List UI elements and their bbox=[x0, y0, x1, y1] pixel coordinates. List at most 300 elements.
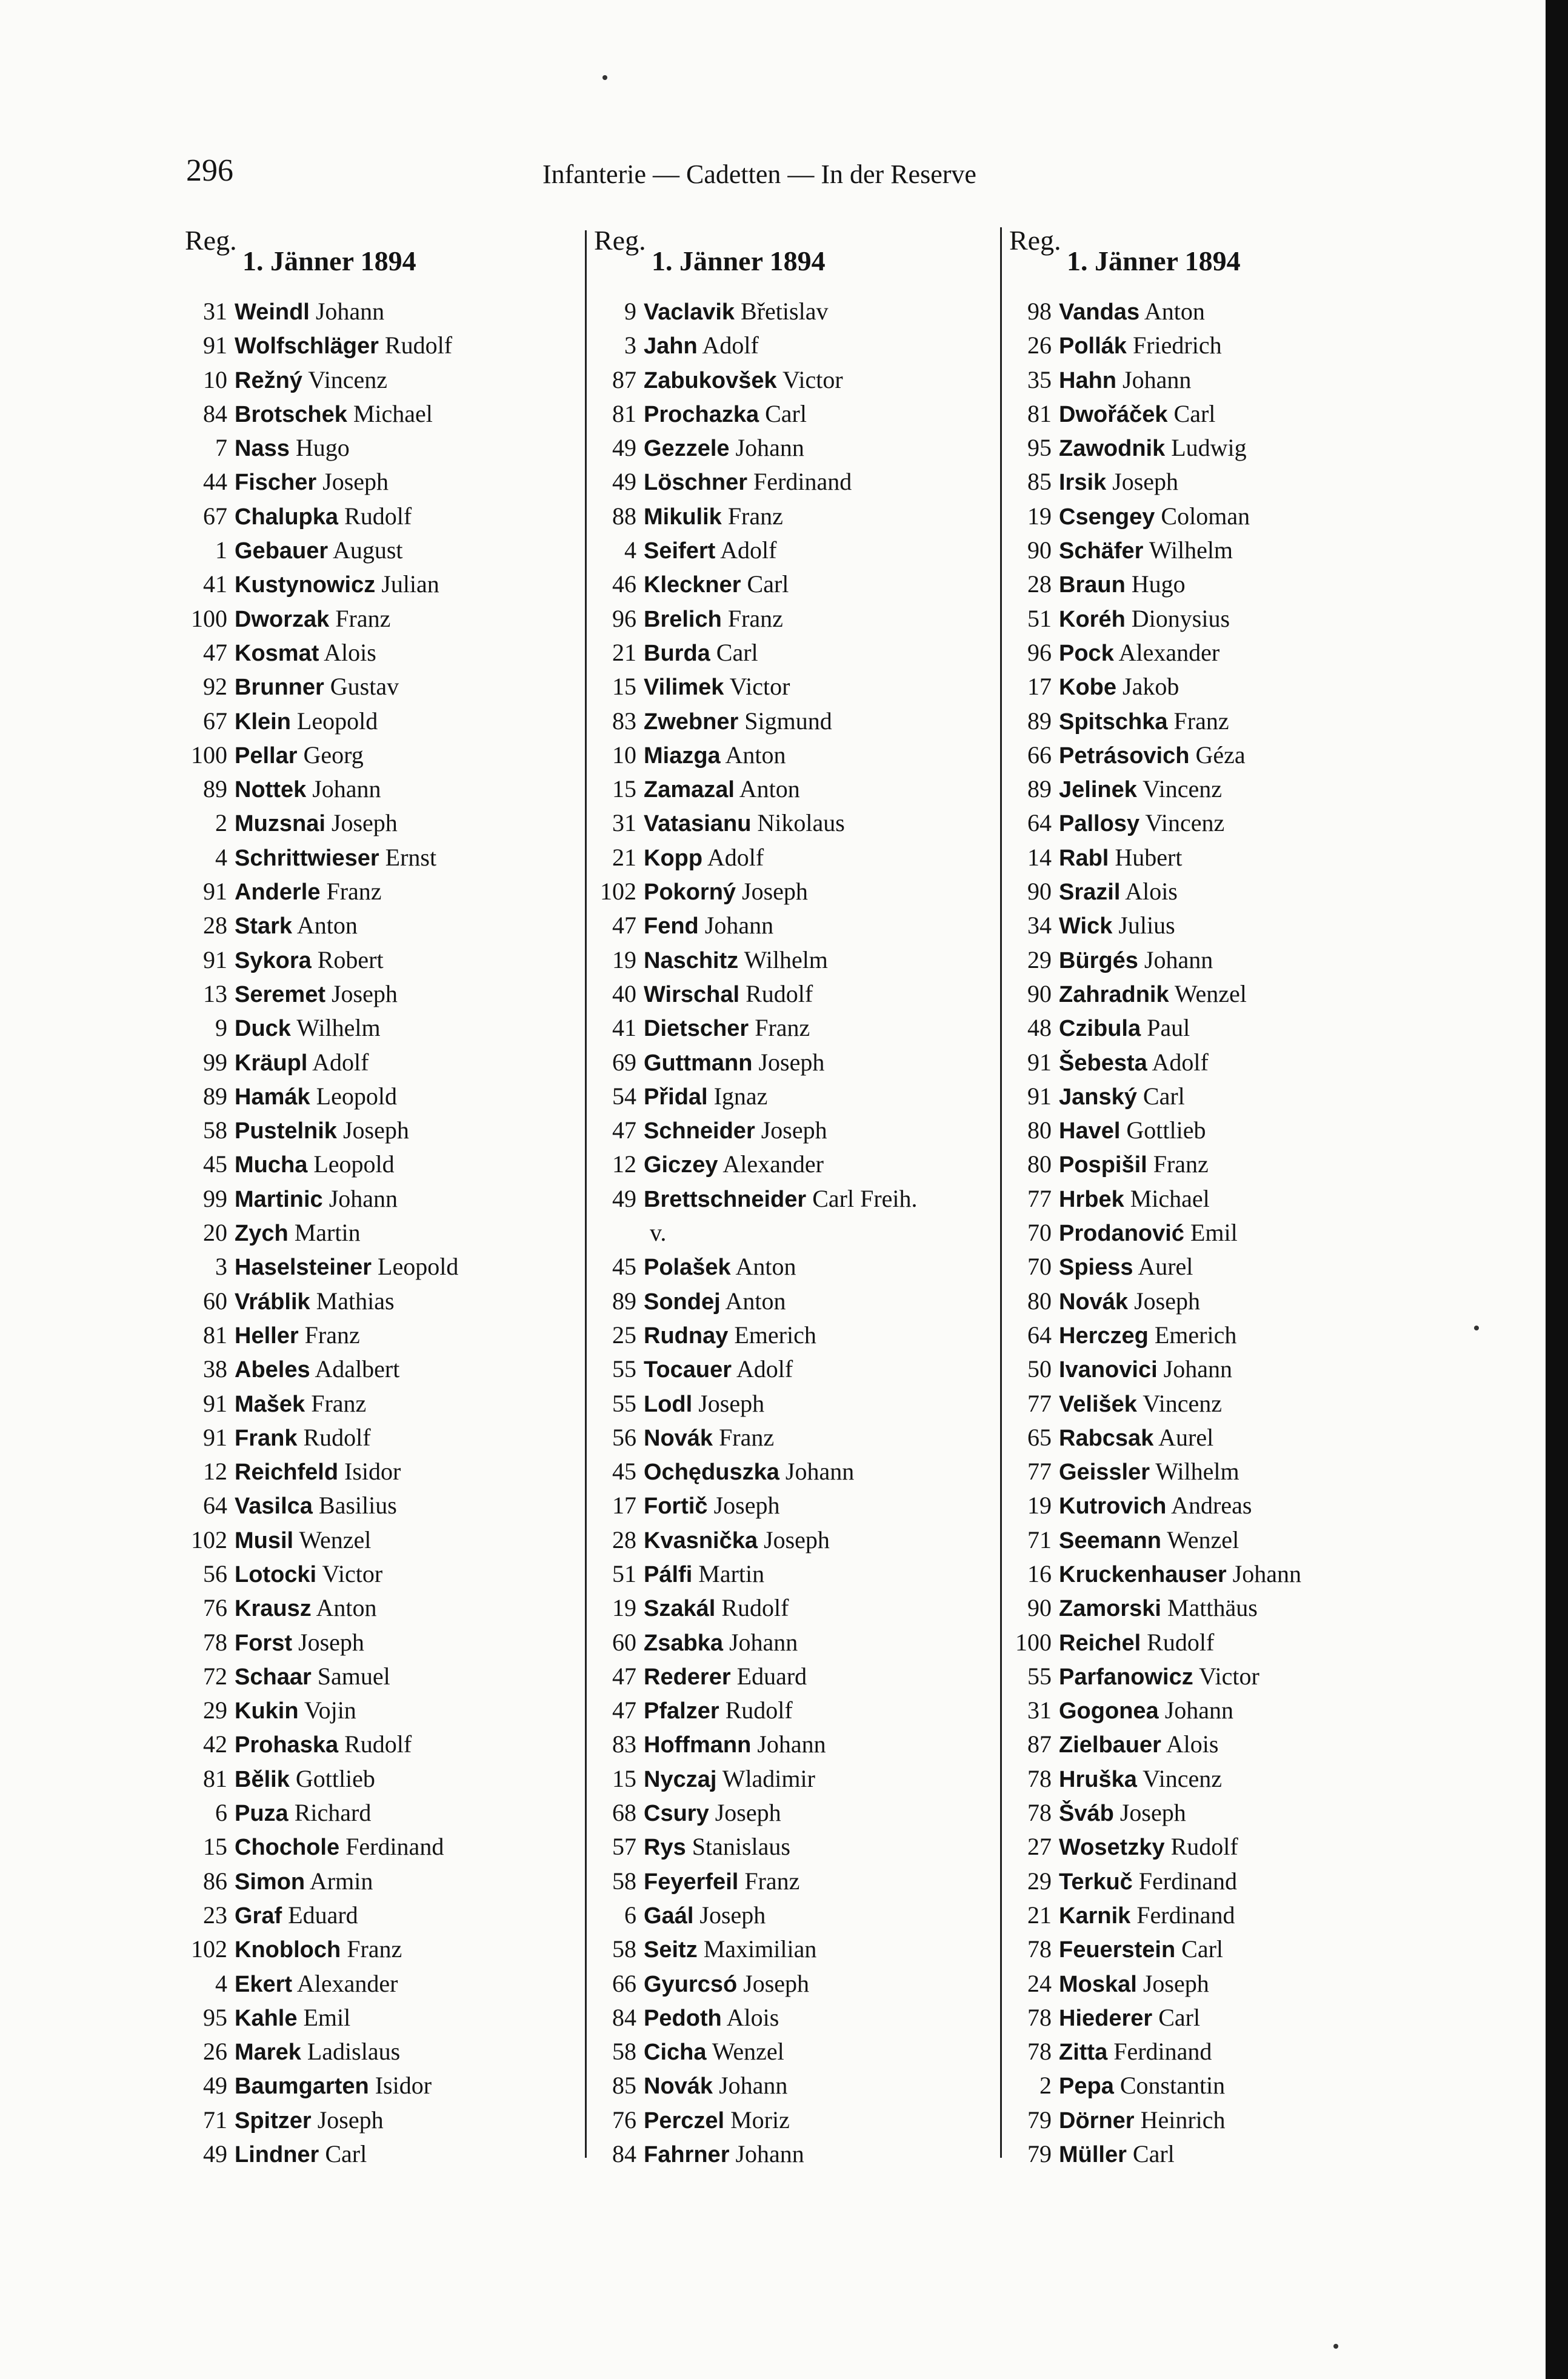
given-name: Joseph bbox=[1134, 1287, 1200, 1315]
surname: Seifert bbox=[644, 538, 716, 564]
surname: Duck bbox=[235, 1016, 291, 1042]
given-name: Adolf bbox=[720, 536, 777, 564]
given-name: Richard bbox=[294, 1799, 372, 1827]
list-item bbox=[1003, 602, 1301, 636]
surname: Pepa bbox=[1059, 2074, 1114, 2100]
surname: Guttmann bbox=[644, 1050, 753, 1076]
regiment-number: 45 bbox=[612, 1458, 636, 1486]
regiment-number: 45 bbox=[612, 1253, 636, 1281]
given-name: Joseph bbox=[699, 1901, 766, 1929]
given-name: Ferdinand bbox=[753, 468, 852, 496]
regiment-number: 89 bbox=[612, 1287, 636, 1315]
list-item bbox=[179, 772, 458, 806]
list-item bbox=[1003, 1523, 1301, 1557]
list-item bbox=[588, 1046, 918, 1079]
surname: Hrbek bbox=[1059, 1186, 1124, 1212]
column-divider bbox=[1000, 227, 1002, 2158]
given-name: Franz bbox=[1173, 707, 1229, 735]
given-name: Johann bbox=[1144, 946, 1213, 973]
list-item bbox=[588, 1216, 918, 1250]
surname: Rudnay bbox=[644, 1323, 729, 1349]
regiment-number: 12 bbox=[203, 1458, 227, 1486]
entry-list bbox=[1003, 295, 1301, 2171]
surname: Mucha bbox=[235, 1152, 308, 1178]
surname: Simon bbox=[235, 1869, 305, 1895]
given-name: Anton bbox=[739, 775, 800, 803]
list-item bbox=[1003, 397, 1301, 431]
list-item bbox=[1003, 1113, 1301, 1147]
regiment-number: 47 bbox=[612, 912, 636, 939]
given-name: Wilhelm bbox=[296, 1014, 381, 1042]
regiment-number: 41 bbox=[612, 1014, 636, 1042]
given-name: Alexander bbox=[296, 1969, 398, 1997]
list-item bbox=[1003, 1046, 1301, 1079]
regiment-number: 91 bbox=[203, 1423, 227, 1451]
given-name: Ladislaus bbox=[307, 2038, 401, 2066]
surname: Giczey bbox=[644, 1152, 718, 1178]
list-item bbox=[588, 602, 918, 636]
list-item bbox=[179, 806, 458, 840]
list-item bbox=[179, 465, 458, 499]
list-item bbox=[1003, 2001, 1301, 2035]
regiment-number: 19 bbox=[612, 946, 636, 973]
list-item bbox=[588, 295, 918, 329]
given-name: Martin bbox=[294, 1219, 361, 1247]
given-name: Franz bbox=[727, 604, 783, 632]
given-name: Emil bbox=[303, 2003, 351, 2031]
list-item bbox=[588, 2137, 918, 2171]
list-item bbox=[1003, 1727, 1301, 1761]
regiment-number: 15 bbox=[612, 1764, 636, 1792]
regiment-number: 20 bbox=[203, 1219, 227, 1247]
regiment-number: 58 bbox=[203, 1116, 227, 1144]
given-name: Rudolf bbox=[344, 1730, 412, 1758]
surname: Zwebner bbox=[644, 709, 739, 735]
surname: Bürgés bbox=[1059, 947, 1138, 973]
surname: Braun bbox=[1059, 572, 1126, 598]
given-name: Emerich bbox=[734, 1321, 816, 1349]
regiment-number: 49 bbox=[203, 2140, 227, 2168]
surname: Pedoth bbox=[644, 2005, 722, 2031]
list-item bbox=[1003, 295, 1301, 329]
given-name: Adolf bbox=[702, 332, 759, 359]
regiment-number: 47 bbox=[612, 1697, 636, 1724]
surname: Kutrovich bbox=[1059, 1493, 1167, 1520]
list-item bbox=[179, 1932, 458, 1966]
list-item bbox=[1003, 329, 1301, 362]
surname: Czibula bbox=[1059, 1016, 1141, 1042]
surname: Vandas bbox=[1059, 299, 1140, 325]
list-item bbox=[588, 1318, 918, 1352]
list-item bbox=[588, 670, 918, 704]
regiment-number: 89 bbox=[1027, 707, 1052, 735]
surname: Kopp bbox=[644, 845, 703, 871]
surname: Fischer bbox=[235, 470, 317, 496]
list-item bbox=[179, 704, 458, 738]
given-name: Rudolf bbox=[303, 1423, 371, 1451]
regiment-number: 19 bbox=[1027, 1492, 1052, 1520]
regiment-number: 16 bbox=[1027, 1560, 1052, 1587]
given-name: Johann bbox=[1123, 365, 1192, 393]
list-item bbox=[588, 1727, 918, 1761]
regiment-number: 21 bbox=[1027, 1901, 1052, 1929]
surname: Wick bbox=[1059, 913, 1113, 939]
regiment-number: 85 bbox=[1027, 468, 1052, 496]
list-item bbox=[1003, 1250, 1301, 1284]
regiment-number: 58 bbox=[612, 1935, 636, 1963]
list-item bbox=[179, 1113, 458, 1147]
surname: Brotschek bbox=[235, 401, 347, 427]
surname: Nyczaj bbox=[644, 1766, 717, 1792]
surname: Lindner bbox=[235, 2142, 319, 2168]
given-name: Leopold bbox=[296, 707, 378, 735]
regiment-number: 40 bbox=[612, 979, 636, 1007]
regiment-number: 77 bbox=[1027, 1458, 1052, 1486]
surname: Šebesta bbox=[1059, 1050, 1147, 1076]
regiment-number: 35 bbox=[1027, 365, 1052, 393]
surname: Vráblik bbox=[235, 1289, 310, 1315]
scan-edge bbox=[1546, 0, 1568, 2379]
list-item bbox=[179, 1489, 458, 1523]
list-item bbox=[1003, 1591, 1301, 1625]
regiment-number: 79 bbox=[1027, 2106, 1052, 2134]
list-item bbox=[588, 567, 918, 601]
given-name: Nikolaus bbox=[757, 809, 845, 837]
surname: Janský bbox=[1059, 1084, 1137, 1110]
date-heading: 1. Jänner 1894 bbox=[652, 245, 826, 276]
surname: Puza bbox=[235, 1801, 289, 1827]
regiment-number: 100 bbox=[191, 604, 227, 632]
list-item bbox=[588, 1147, 918, 1181]
surname: Spitschka bbox=[1059, 709, 1168, 735]
regiment-number: 29 bbox=[1027, 1867, 1052, 1895]
surname: Zielbauer bbox=[1059, 1732, 1161, 1758]
surname: Feyerfeil bbox=[644, 1869, 739, 1895]
reg-label: Reg. bbox=[1009, 225, 1061, 256]
surname: Přidal bbox=[644, 1084, 708, 1110]
surname: Pock bbox=[1059, 640, 1114, 666]
list-item bbox=[179, 2035, 458, 2069]
list-item bbox=[179, 1011, 458, 1045]
given-name: Alexander bbox=[722, 1150, 824, 1178]
regiment-number: 19 bbox=[612, 1594, 636, 1622]
list-item bbox=[1003, 943, 1301, 977]
regiment-number: 69 bbox=[612, 1048, 636, 1076]
given-name: Franz bbox=[347, 1935, 402, 1963]
regiment-number: 15 bbox=[612, 673, 636, 701]
list-item bbox=[1003, 1455, 1301, 1489]
given-name: Joseph bbox=[743, 1969, 810, 1997]
list-item bbox=[588, 533, 918, 567]
regiment-number: 78 bbox=[203, 1628, 227, 1656]
regiment-number: 48 bbox=[1027, 1014, 1052, 1042]
list-item bbox=[588, 977, 918, 1011]
regiment-number: 78 bbox=[1027, 2003, 1052, 2031]
given-name: Hugo bbox=[1131, 570, 1186, 598]
list-item bbox=[588, 1864, 918, 1898]
given-name: Johann bbox=[729, 1628, 798, 1656]
surname: Pfalzer bbox=[644, 1698, 719, 1724]
given-name: Adalbert bbox=[315, 1355, 400, 1383]
regiment-number: 102 bbox=[600, 878, 636, 906]
given-name: Rudolf bbox=[384, 332, 453, 359]
list-item bbox=[179, 1284, 458, 1318]
given-name: Johann bbox=[704, 912, 774, 939]
surname: Sondej bbox=[644, 1289, 721, 1315]
given-name: Jakob bbox=[1123, 673, 1179, 701]
regiment-number: 12 bbox=[612, 1150, 636, 1178]
regiment-number: 7 bbox=[215, 434, 227, 462]
list-item bbox=[179, 1216, 458, 1250]
given-name: Carl bbox=[1132, 2140, 1175, 2168]
regiment-number: 95 bbox=[203, 2003, 227, 2031]
given-name: Johann bbox=[735, 434, 804, 462]
surname: Hiederer bbox=[1059, 2005, 1153, 2031]
surname: Martinic bbox=[235, 1186, 323, 1212]
surname: Dwořáček bbox=[1059, 401, 1168, 427]
regiment-number: 80 bbox=[1027, 1150, 1052, 1178]
list-item bbox=[1003, 465, 1301, 499]
regiment-number: 4 bbox=[215, 1969, 227, 1997]
regiment-number: 99 bbox=[203, 1184, 227, 1212]
given-name: Friedrich bbox=[1132, 332, 1222, 359]
list-item bbox=[588, 397, 918, 431]
surname: Režný bbox=[235, 367, 302, 393]
speck bbox=[1474, 1326, 1479, 1330]
surname: Kobe bbox=[1059, 675, 1116, 701]
regiment-number: 6 bbox=[215, 1799, 227, 1827]
list-item bbox=[179, 1352, 458, 1386]
surname: Pokorný bbox=[644, 879, 736, 906]
list-item bbox=[1003, 1216, 1301, 1250]
surname: Feuerstein bbox=[1059, 1937, 1176, 1963]
list-item bbox=[588, 1796, 918, 1830]
given-name: Carl bbox=[765, 399, 807, 427]
given-name: Dionysius bbox=[1131, 604, 1230, 632]
surname: Hahn bbox=[1059, 367, 1116, 393]
list-item bbox=[179, 841, 458, 875]
surname: Szakál bbox=[644, 1596, 716, 1622]
list-item bbox=[588, 1967, 918, 2001]
surname: Ivanovici bbox=[1059, 1357, 1158, 1383]
regiment-number: 9 bbox=[215, 1014, 227, 1042]
regiment-number: 29 bbox=[203, 1697, 227, 1724]
regiment-number: 91 bbox=[1027, 1048, 1052, 1076]
regiment-number: 10 bbox=[203, 365, 227, 393]
surname: Cicha bbox=[644, 2040, 707, 2066]
regiment-number: 96 bbox=[1027, 638, 1052, 666]
given-name: Franz bbox=[311, 1389, 367, 1417]
list-item bbox=[1003, 772, 1301, 806]
regiment-number: 81 bbox=[203, 1321, 227, 1349]
list-item bbox=[179, 499, 458, 533]
regiment-number: 78 bbox=[1027, 1764, 1052, 1792]
given-name: Vincenz bbox=[308, 365, 388, 393]
list-item bbox=[1003, 636, 1301, 670]
regiment-number: 76 bbox=[203, 1594, 227, 1622]
list-item bbox=[1003, 1421, 1301, 1455]
regiment-number: 38 bbox=[203, 1355, 227, 1383]
surname: Reichfeld bbox=[235, 1460, 339, 1486]
list-item bbox=[1003, 1762, 1301, 1796]
given-name: Joseph bbox=[698, 1389, 765, 1417]
list-item bbox=[1003, 1079, 1301, 1113]
surname: Weindl bbox=[235, 299, 310, 325]
given-name: Victor bbox=[729, 673, 790, 701]
regiment-number: 83 bbox=[612, 1730, 636, 1758]
list-item bbox=[588, 1523, 918, 1557]
given-name: Rudolf bbox=[746, 979, 813, 1007]
given-name: Carl bbox=[1143, 1082, 1185, 1110]
given-name: Joseph bbox=[758, 1048, 825, 1076]
given-name: Carl bbox=[1158, 2003, 1201, 2031]
surname: Baumgarten bbox=[235, 2074, 369, 2100]
list-item bbox=[588, 1387, 918, 1421]
given-name: Johann bbox=[315, 298, 385, 325]
regiment-number: 28 bbox=[203, 912, 227, 939]
given-name: Johann bbox=[312, 775, 381, 803]
regiment-number: 58 bbox=[612, 2038, 636, 2066]
regiment-number: 56 bbox=[612, 1423, 636, 1451]
given-name: Hubert bbox=[1115, 843, 1183, 871]
given-name: Ernst bbox=[385, 843, 437, 871]
regiment-number: 67 bbox=[203, 502, 227, 530]
regiment-number: 49 bbox=[612, 468, 636, 496]
given-name: Johann bbox=[1163, 1355, 1232, 1383]
list-item bbox=[179, 1626, 458, 1660]
regiment-number: 6 bbox=[624, 1901, 636, 1929]
reg-label: Reg. bbox=[594, 225, 646, 256]
surname: Reichel bbox=[1059, 1630, 1141, 1656]
list-item bbox=[179, 1591, 458, 1625]
list-item bbox=[1003, 363, 1301, 397]
speck bbox=[1333, 2344, 1338, 2349]
surname: Brelich bbox=[644, 606, 722, 632]
list-item bbox=[588, 806, 918, 840]
surname: Bělik bbox=[235, 1766, 290, 1792]
surname: Kruckenhauser bbox=[1059, 1561, 1227, 1587]
regiment-number: 19 bbox=[1027, 502, 1052, 530]
given-name: Moriz bbox=[730, 2106, 790, 2134]
list-item bbox=[588, 1352, 918, 1386]
list-item bbox=[1003, 1864, 1301, 1898]
given-name: Vincenz bbox=[1143, 775, 1223, 803]
regiment-number: 10 bbox=[612, 741, 636, 769]
list-item bbox=[1003, 533, 1301, 567]
surname: Knobloch bbox=[235, 1937, 341, 1963]
list-item bbox=[588, 1421, 918, 1455]
given-name: Adolf bbox=[1152, 1048, 1209, 1076]
list-item bbox=[1003, 977, 1301, 1011]
list-item bbox=[588, 636, 918, 670]
surname: Moskal bbox=[1059, 1971, 1137, 1997]
surname: Kukin bbox=[235, 1698, 299, 1724]
surname: Vaclavik bbox=[644, 299, 735, 325]
given-name: Rudolf bbox=[344, 502, 412, 530]
list-item bbox=[179, 909, 458, 943]
list-item bbox=[1003, 704, 1301, 738]
surname: Chalupka bbox=[235, 504, 339, 530]
given-name: Franz bbox=[719, 1423, 775, 1451]
surname: Gezzele bbox=[644, 436, 730, 462]
given-name: Alois bbox=[726, 2003, 779, 2031]
given-name: Johann bbox=[1164, 1697, 1234, 1724]
surname: Seremet bbox=[235, 981, 325, 1007]
surname: Kustynowicz bbox=[235, 572, 376, 598]
given-name: Hugo bbox=[295, 434, 350, 462]
given-name: Franz bbox=[755, 1014, 810, 1042]
list-item bbox=[1003, 1489, 1301, 1523]
surname: Šváb bbox=[1059, 1801, 1114, 1827]
list-item bbox=[179, 1660, 458, 1693]
list-item bbox=[1003, 1011, 1301, 1045]
list-item bbox=[588, 841, 918, 875]
surname: Pálfi bbox=[644, 1561, 693, 1587]
regiment-number: 70 bbox=[1027, 1219, 1052, 1247]
surname: Abeles bbox=[235, 1357, 310, 1383]
regiment-number: 47 bbox=[612, 1116, 636, 1144]
given-name: Ferdinand bbox=[1138, 1867, 1237, 1895]
list-item bbox=[179, 397, 458, 431]
given-name: Basilius bbox=[318, 1492, 397, 1520]
given-name: Vincenz bbox=[1143, 1389, 1223, 1417]
given-name: Martin bbox=[698, 1560, 765, 1587]
given-name: Vincenz bbox=[1143, 1764, 1222, 1792]
list-item bbox=[1003, 2137, 1301, 2171]
regiment-number: 9 bbox=[624, 298, 636, 325]
list-item bbox=[1003, 431, 1301, 465]
surname: Fahrner bbox=[644, 2142, 730, 2168]
list-item bbox=[1003, 1660, 1301, 1693]
given-name: Vincenz bbox=[1145, 809, 1225, 837]
surname: Vilimek bbox=[644, 675, 724, 701]
given-name: Wenzel bbox=[712, 2038, 784, 2066]
surname: Csury bbox=[644, 1801, 709, 1827]
list-item bbox=[1003, 1693, 1301, 1727]
given-name: Sigmund bbox=[744, 707, 832, 735]
surname: Vasilca bbox=[235, 1493, 313, 1520]
given-name: Carl bbox=[747, 570, 789, 598]
surname: Koréh bbox=[1059, 606, 1126, 632]
regiment-number: 47 bbox=[612, 1662, 636, 1690]
given-name: Joseph bbox=[742, 878, 808, 906]
surname: Krausz bbox=[235, 1596, 312, 1622]
regiment-number: 89 bbox=[1027, 775, 1052, 803]
given-name: Anton bbox=[316, 1594, 377, 1622]
regiment-number: 51 bbox=[612, 1560, 636, 1587]
given-name: Franz bbox=[326, 878, 382, 906]
list-item bbox=[1003, 1898, 1301, 1932]
list-item bbox=[588, 1591, 918, 1625]
regiment-number: 3 bbox=[215, 1253, 227, 1281]
regiment-number: 49 bbox=[203, 2072, 227, 2100]
surname: Hoffmann bbox=[644, 1732, 752, 1758]
given-name: Johann bbox=[1232, 1560, 1301, 1587]
regiment-number: 13 bbox=[203, 979, 227, 1007]
speck bbox=[602, 75, 607, 80]
list-item bbox=[1003, 2103, 1301, 2137]
regiment-number: 98 bbox=[1027, 298, 1052, 325]
regiment-number: 85 bbox=[612, 2072, 636, 2100]
given-name: Leopold bbox=[313, 1150, 395, 1178]
list-item bbox=[179, 1557, 458, 1591]
list-item bbox=[1003, 670, 1301, 704]
given-name: Joseph bbox=[715, 1799, 781, 1827]
surname: Müller bbox=[1059, 2142, 1127, 2168]
given-name: Rudolf bbox=[1170, 1833, 1238, 1861]
given-name: Stanislaus bbox=[692, 1833, 790, 1861]
surname: Jahn bbox=[644, 333, 698, 359]
